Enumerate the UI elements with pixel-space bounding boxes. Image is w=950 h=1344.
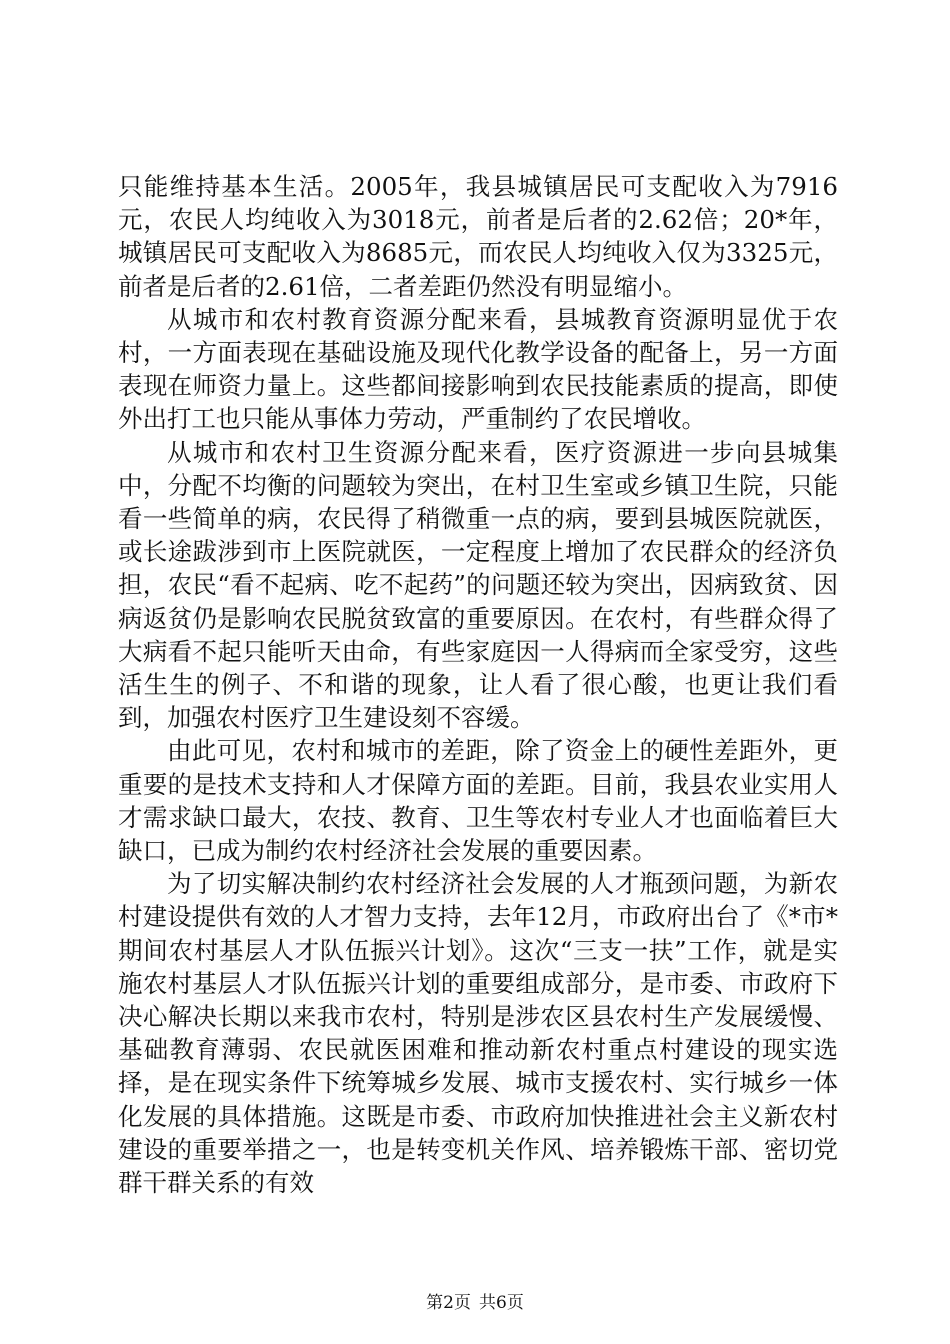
paragraph-5: 为了切实解决制约农村经济社会发展的人才瓶颈问题，为新农村建设提供有效的人才智力支持，去年12月，市政府出台了《*市*期间农村基层人才队伍振兴计划》。这次“三支一扶”工作，就是实施农村基层人才队伍振兴计划的重要组成部分，是市委、市政府下决心解决长期以来我市农村，特别是涉农区县农村生产发展缓慢、基础教育薄弱、农民就医困难和推动新农村重点村建设的现实选择，是在现实条件下统筹城乡发展、城市支援农村、实行城乡一体化发展的具体措施。这既是市委、市政府加快推进社会主义新农村建设的重要举措之一，也是转变机关作风、培养锻炼干部、密切党群干群关系的有效 (118, 869, 838, 1198)
document-body (118, 170, 838, 1199)
page-number: 第2页 (426, 1293, 471, 1313)
paragraph-2: 从城市和农村教育资源分配来看，县城教育资源明显优于农村，一方面表现在基础设施及现代化教学设备的配备上，另一方面表现在师资力量上。这些都间接影响到农民技能素质的提高，即使外出打工也只能从事体力劳动，严重制约了农民增收。 (118, 304, 838, 434)
page-total: 共6页 (479, 1293, 524, 1313)
paragraph-3: 从城市和农村卫生资源分配来看，医疗资源进一步向县城集中，分配不均衡的问题较为突出，在村卫生室或乡镇卫生院，只能看一些简单的病，农民得了稍微重一点的病，要到县城医院就医，或长途跋涉到市上医院就医，一定程度上增加了农民群众的经济负担，农民“看不起病、吃不起药”的问题还较为突出，因病致贫、因病返贫仍是影响农民脱贫致富的重要原因。在农村，有些群众得了大病看不起只能听天由命，有些家庭因一人得病而全家受穷，这些活生生的例子、不和谐的现象，让人看了很心酸，也更让我们看到，加强农村医疗卫生建设刻不容缓。 (118, 437, 838, 733)
page-footer (0, 1293, 950, 1313)
paragraph-4: 由此可见，农村和城市的差距，除了资金上的硬性差距外，更重要的是技术支持和人才保障方面的差距。目前，我县农业实用人才需求缺口最大，农技、教育、卫生等农村专业人才也面临着巨大缺口，已成为制约农村经济社会发展的重要因素。 (118, 736, 838, 866)
paragraph-1: 只能维持基本生活。2005年，我县城镇居民可支配收入为7916元，农民人均纯收入为3018元，前者是后者的2.62倍；20*年，城镇居民可支配收入为8685元，而农民人均纯收入仅为3325元，前者是后者的2.61倍，二者差距仍然没有明显缩小。 (118, 172, 838, 301)
